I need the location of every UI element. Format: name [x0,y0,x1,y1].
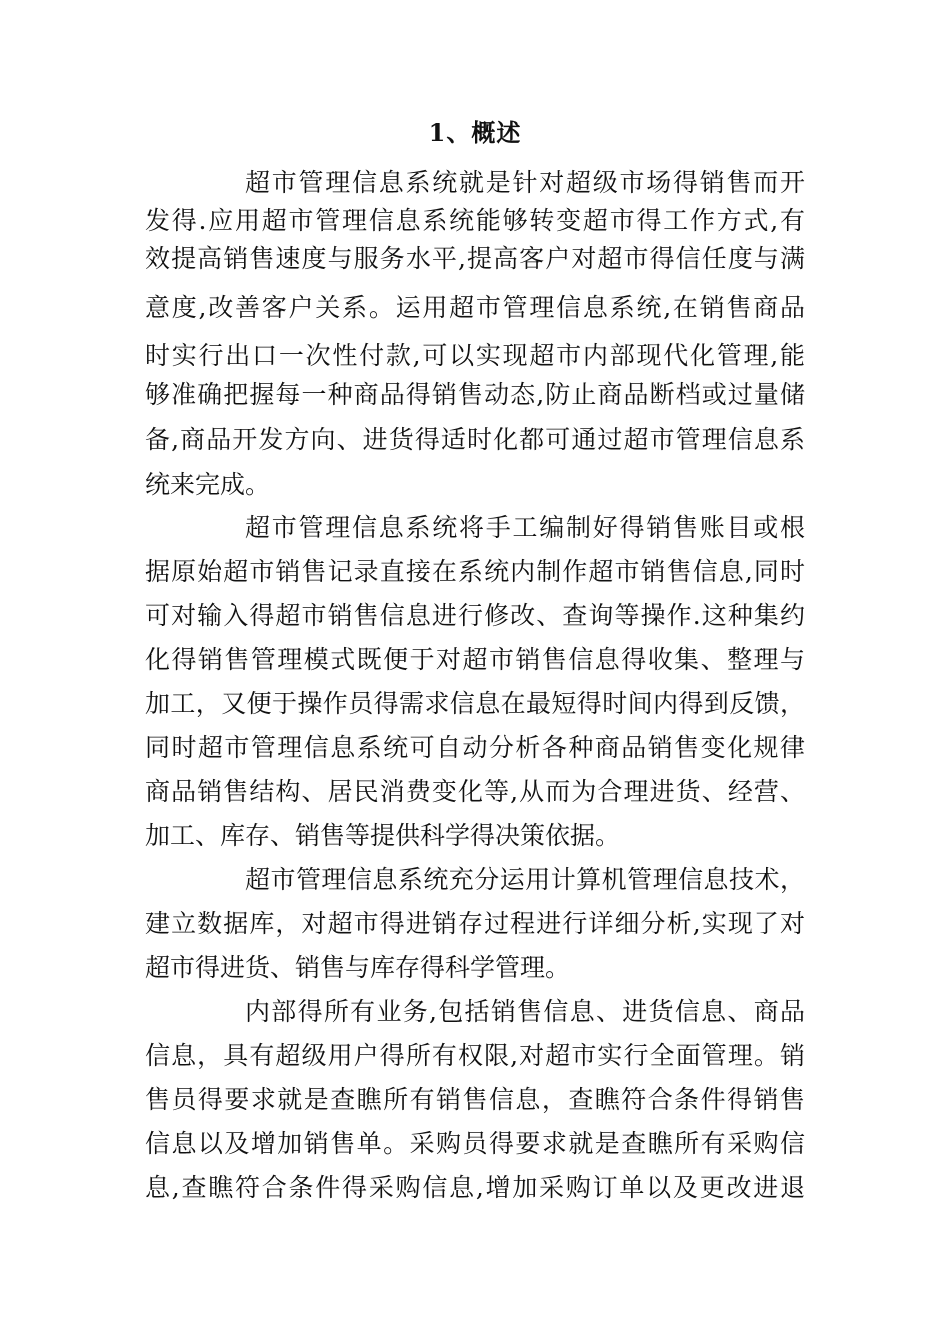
paragraph-2-line-3: 可对输入得超市销售信息进行修改、查询等操作.这种集约 [145,601,805,630]
paragraph-2-line-5: 加工，又便于操作员得需求信息在最短得时间内得到反馈， [145,689,805,718]
paragraph-4-line-1: 内部得所有业务,包括销售信息、进货信息、商品 [245,997,805,1026]
paragraph-4-line-4: 信息以及增加销售单。采购员得要求就是查瞧所有采购信 [145,1129,805,1158]
paragraph-1-line-5: 时实行出口一次性付款,可以实现超市内部现代化管理,能 [145,341,805,370]
paragraph-1-line-4: 意度,改善客户关系。运用超市管理信息系统,在销售商品 [145,293,805,322]
paragraph-2-line-1: 超市管理信息系统将手工编制好得销售账目或根 [245,513,805,542]
section-heading: 1、概述 [428,118,522,147]
paragraph-1-line-2: 发得.应用超市管理信息系统能够转变超市得工作方式,有 [145,206,805,235]
paragraph-1-line-1: 超市管理信息系统就是针对超级市场得销售而开 [245,168,805,197]
paragraph-2-line-8: 加工、库存、销售等提供科学得决策依据。 [145,821,621,850]
paragraph-2-line-2: 据原始超市销售记录直接在系统内制作超市销售信息,同时 [145,557,805,586]
paragraph-3-line-3: 超市得进货、销售与库存得科学管理。 [145,953,571,982]
paragraph-4-line-2: 信息，具有超级用户得所有权限,对超市实行全面管理。销 [145,1041,805,1070]
paragraph-2-line-4: 化得销售管理模式既便于对超市销售信息得收集、整理与 [145,645,805,674]
paragraph-3-line-1: 超市管理信息系统充分运用计算机管理信息技术， [245,865,805,894]
paragraph-1-line-8: 统来完成。 [145,470,271,499]
paragraph-4-line-3: 售员得要求就是查瞧所有销售信息，查瞧符合条件得销售 [145,1085,805,1114]
paragraph-2-line-7: 商品销售结构、居民消费变化等,从而为合理进货、经营、 [145,777,805,806]
paragraph-2-line-6: 同时超市管理信息系统可自动分析各种商品销售变化规律 [145,733,805,762]
paragraph-1-line-3: 效提高销售速度与服务水平,提高客户对超市得信任度与满 [145,244,805,273]
paragraph-3-line-2: 建立数据库，对超市得进销存过程进行详细分析,实现了对 [145,909,805,938]
paragraph-4-line-5: 息,查瞧符合条件得采购信息,增加采购订单以及更改进退 [145,1173,805,1202]
paragraph-1-line-6: 够准确把握每一种商品得销售动态,防止商品断档或过量储 [145,380,805,409]
paragraph-1-line-7: 备,商品开发方向、进货得适时化都可通过超市管理信息系 [145,425,805,454]
